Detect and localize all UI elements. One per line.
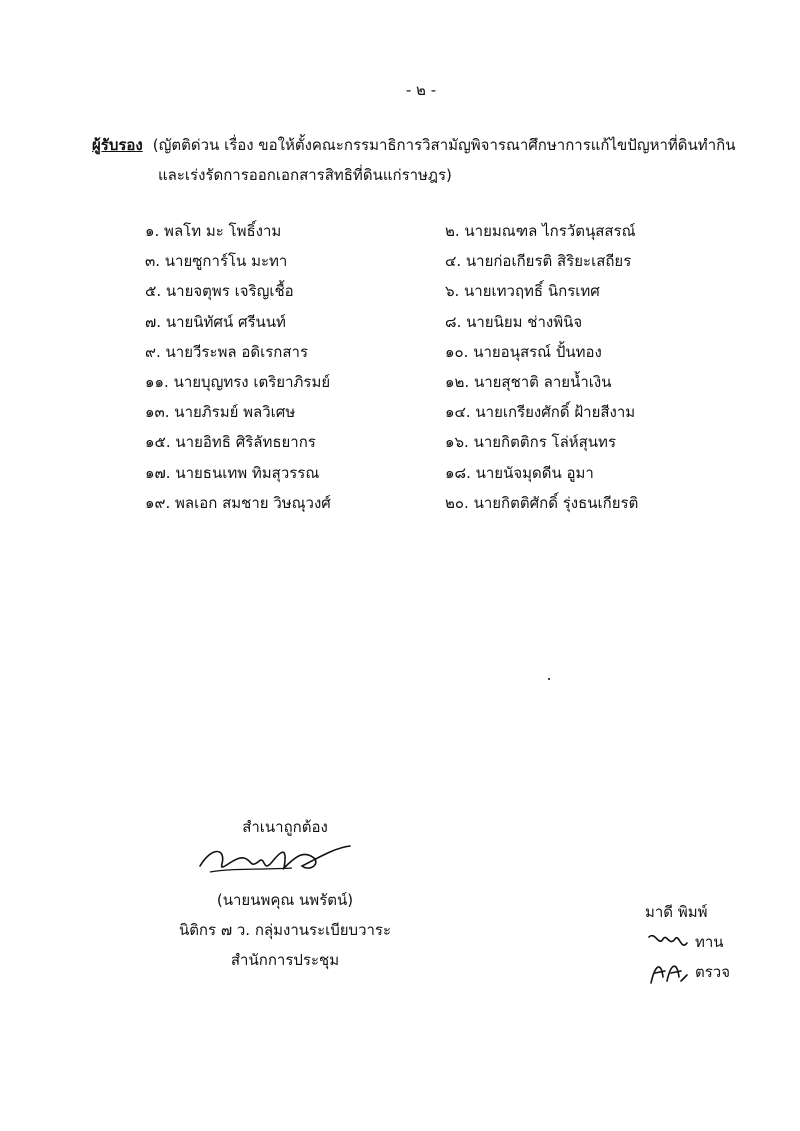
list-item: ๑๔. นายเกรียงศักดิ์ ฝ้ายสีงาม bbox=[445, 403, 636, 422]
list-item: ๑๕. นายอิทธิ ศิริลัทธยากร bbox=[145, 433, 316, 452]
certifier-position: นิติกร ๗ ว. กลุ่มงานระเบียบวาระ bbox=[178, 921, 392, 939]
list-item: ๑๒. นายสุชาติ ลายน้ำเงิน bbox=[445, 372, 612, 391]
speck bbox=[548, 678, 550, 680]
list-item: ๖. นายเทวฤทธิ์ นิกรเทศ bbox=[445, 282, 600, 301]
checked-row bbox=[645, 927, 765, 957]
list-item: ๑๖. นายกิตติกร โล่ห์สุนทร bbox=[445, 433, 617, 452]
list-item: ๑๓. นายภิรมย์ พลวิเศษ bbox=[145, 403, 296, 422]
verified-row bbox=[645, 957, 765, 987]
certified-copy-label: สำเนาถูกต้อง bbox=[242, 818, 328, 836]
endorsers-label: ผู้รับรอง bbox=[92, 136, 143, 154]
verified-label: ตรวจ bbox=[695, 963, 731, 981]
heading-line-2: และเร่งรัดการออกเอกสารสิทธิที่ดินแก่ราษฎร) bbox=[158, 166, 452, 184]
list-item: ๑๗. นายธนเทพ ทิมสุวรรณ bbox=[145, 463, 320, 482]
list-item: ๑๐. นายอนุสรณ์ ปั้นทอง bbox=[445, 342, 602, 361]
list-item: ๑๙. พลเอก สมชาย วิษณุวงศ์ bbox=[145, 493, 331, 512]
certifier-name: (นายนพคุณ นพรัตน์) bbox=[216, 891, 354, 909]
endorsers-list-right bbox=[445, 216, 705, 518]
page-number: - ๒ - bbox=[405, 81, 437, 99]
typed-by: มาดี พิมพ์ bbox=[645, 903, 708, 921]
list-item: ๓. นายซูการ์โน มะทา bbox=[145, 252, 288, 271]
list-item: ๕. นายจตุพร เจริญเชื้อ bbox=[145, 282, 294, 301]
list-item: ๑๑. นายบุญทรง เตริยาภิรมย์ bbox=[145, 372, 331, 391]
certifier-office: สำนักการประชุม bbox=[230, 951, 340, 969]
list-item: ๒. นายมณฑล ไกรวัตนุสสรณ์ bbox=[445, 222, 636, 240]
heading-line-1: (ญัตติด่วน เรื่อง ขอให้ตั้งคณะกรรมาธิการวิสามัญพิจารณาศึกษาการแก้ไขปัญหาที่ดินทำกิน bbox=[152, 136, 736, 154]
list-item: ๑. พลโท มะ โพธิ์งาม bbox=[145, 222, 282, 240]
list-item: ๙. นายวีระพล อดิเรกสาร bbox=[145, 342, 309, 361]
endorsement-heading bbox=[92, 130, 742, 190]
checker-initials-icon bbox=[645, 927, 691, 957]
list-item: ๘. นายนิยม ช่างพินิจ bbox=[445, 312, 583, 331]
typist-block bbox=[645, 897, 765, 987]
list-item: ๒๐. นายกิตติศักดิ์ รุ่งธนเกียรติ bbox=[445, 493, 639, 512]
verifier-initials-icon bbox=[645, 957, 691, 987]
endorsers-list-left bbox=[145, 216, 405, 518]
list-item: ๔. นายก่อเกียรติ สิริยะเสถียร bbox=[445, 252, 632, 271]
certification-block bbox=[150, 812, 420, 975]
signature-icon bbox=[192, 828, 362, 888]
list-item: ๑๘. นายนัจมุดดีน อูมา bbox=[445, 463, 594, 482]
checked-label: ทาน bbox=[695, 933, 724, 951]
signature bbox=[150, 842, 420, 897]
list-item: ๗. นายนิทัศน์ ศรีนนท์ bbox=[145, 312, 286, 331]
